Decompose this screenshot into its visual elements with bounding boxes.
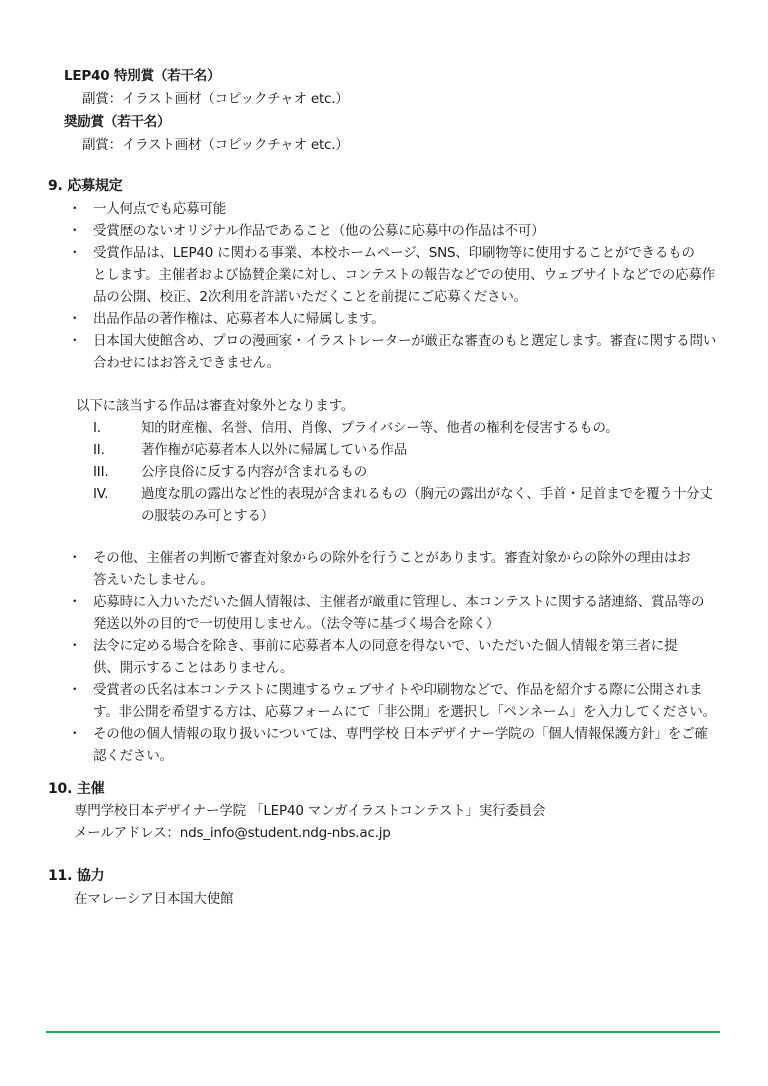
rule-text: 日本国大使館含め、プロの漫画家・イラストレーターが厳正な審査のもと選定します。審査に関する問い [93,333,717,349]
encouragement-award-prize: 副賞：イラスト画材（コピックチャオ etc.） [82,137,349,153]
supporter-name: 在マレーシア日本国大使館 [74,891,234,907]
section-11-heading: 11. 協力 [48,868,105,884]
exclusion-number: I. [93,420,101,436]
note-text: その他、主催者の判断で審査対象からの除外を行うことがあります。審査対象からの除外の理由はお [93,550,691,566]
exclusion-number: IV. [93,486,109,502]
exclusion-text: 過度な肌の露出など性的表現が含まれるもの（胸元の露出がなく、手首・足首までを覆う十分丈 [141,486,713,502]
note-text: 受賞者の氏名は本コンテストに関連するウェブサイトや印刷物などで、作品を紹介する際に公開されま [93,682,703,698]
exclusion-text: 公序良俗に反する内容が含まれるもの [141,464,368,480]
section-9-heading: 9. 応募規定 [48,178,123,194]
bullet: ・ [68,726,82,742]
footer-divider [46,1031,720,1033]
exclusion-intro: 以下に該当する作品は審査対象外となります。 [76,398,355,414]
rule-text: とします。主催者および協賛企業に対し、コンテストの報告などでの使用、ウェブサイトなどでの応募作 [93,267,715,283]
organizer-name: 専門学校日本デザイナー学院 「LEP40 マンガイラストコンテスト」実行委員会 [74,803,546,819]
section-10-heading: 10. 主催 [48,781,105,797]
note-text: 答えいたしません。 [93,572,214,588]
bullet: ・ [68,201,82,217]
note-text: その他の個人情報の取り扱いについては、専門学校 日本デザイナー学院の「個人情報保護方針」をご確 [93,726,708,742]
special-award-title: LEP40 特別賞（若干名） [64,68,221,84]
bullet: ・ [68,333,82,349]
note-text: 発送以外の目的で一切使用しません。（法令等に基づく場合を除く） [93,616,500,632]
special-award-prize: 副賞：イラスト画材（コピックチャオ etc.） [82,91,349,107]
exclusion-text: 知的財産権、名誉、信用、肖像、プライバシー等、他者の権利を侵害するもの。 [141,420,619,436]
note-text: 認ください。 [93,748,173,764]
exclusion-text: の服装のみ可とする） [141,508,274,524]
bullet: ・ [68,223,82,239]
bullet: ・ [68,245,82,261]
note-text: 供、開示することはありません。 [93,660,294,676]
rule-text: 受賞歴のないオリジナル作品であること（他の公募に応募中の作品は不可） [93,223,545,239]
rule-text: 受賞作品は、LEP40 に関わる事業、本校ホームページ、SNS、印刷物等に使用することができるもの [93,245,695,261]
exclusion-number: III. [93,464,109,480]
bullet: ・ [68,682,82,698]
rule-text: 合わせにはお答えできません。 [93,355,281,371]
note-text: 法令に定める場合を除き、事前に応募者本人の同意を得ないで、いただいた個人情報を第三者に提 [93,638,678,654]
bullet: ・ [68,550,82,566]
bullet: ・ [68,594,82,610]
note-text: 応募時に入力いただいた個人情報は、主催者が厳重に管理し、本コンテストに関する諸連絡、賞品等の [93,594,705,610]
rule-text: 出品作品の著作権は、応募者本人に帰属します。 [93,311,385,327]
bullet: ・ [68,638,82,654]
bullet: ・ [68,311,82,327]
exclusion-number: II. [93,442,105,458]
exclusion-text: 著作権が応募者本人以外に帰属している作品 [141,442,407,458]
organizer-email: メールアドレス：nds_info@student.ndg-nbs.ac.jp [74,825,391,841]
note-text: す。非公開を希望する方は、応募フォームにて「非公開」を選択し「ペンネーム」を入力してください。 [93,704,716,720]
rule-text: 品の公開、校正、2次利用を許諾いただくことを前提にご応募ください。 [93,289,527,305]
encouragement-award-title: 奨励賞（若干名） [64,114,171,130]
rule-text: 一人何点でも応募可能 [93,201,226,217]
